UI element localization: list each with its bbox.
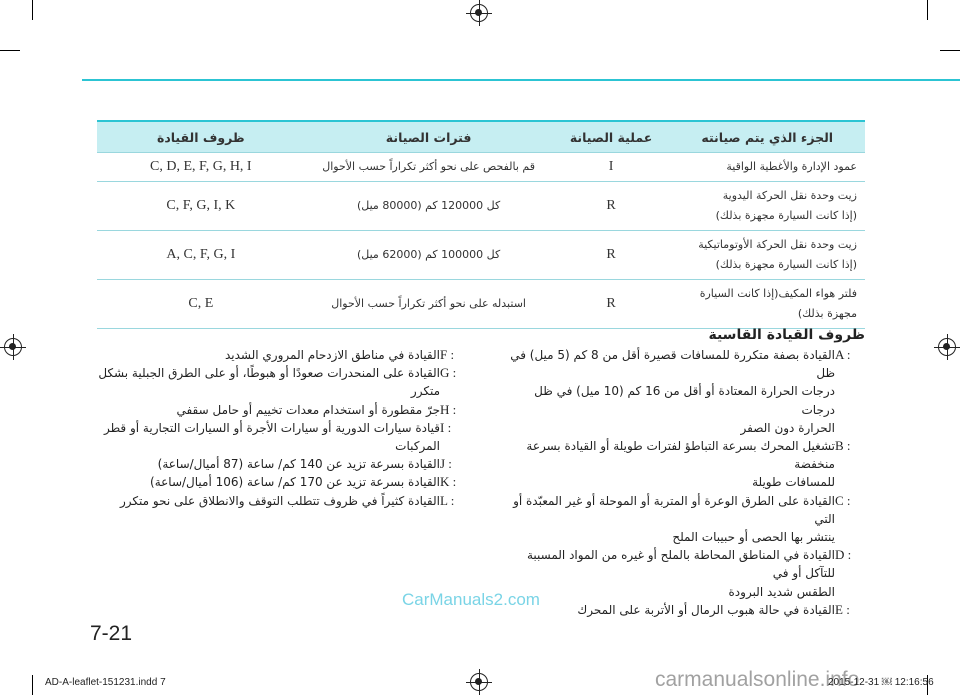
cell-part — [669, 231, 865, 280]
condition-key: B : — [835, 438, 851, 454]
condition-line: القيادة كثيراً في ظروف تتطلب التوقف والانطلاق على نحو متكرر — [119, 493, 440, 508]
crop-mark — [32, 0, 33, 20]
condition-item — [500, 346, 865, 437]
table-row — [97, 280, 865, 329]
condition-line: متكرر — [410, 384, 440, 399]
header-conditions: ظروف القيادة — [97, 121, 305, 153]
condition-line: قيادة سيارات الدورية أو سيارات الأجرة أو السيارات التجارية أو قطر — [103, 420, 440, 435]
condition-line: القيادة على المنحدرات صعودًا أو هبوطًا، أو على الطرق الجبلية بشكل — [98, 366, 440, 381]
condition-key: E : — [835, 601, 850, 617]
condition-key: I : — [440, 419, 452, 435]
condition-line: القيادة في المناطق المحاطة بالملح أو غيره من المواد المسببة للتآكل أو في — [526, 548, 835, 581]
section-title: ظروف القيادة القاسية — [708, 327, 865, 343]
condition-line: القيادة في مناطق الازدحام المروري الشديد — [224, 348, 440, 362]
condition-item — [500, 492, 865, 547]
condition-line: الحرارة دون الصفر — [740, 420, 835, 435]
condition-text — [500, 492, 835, 547]
crop-mark — [32, 675, 33, 695]
condition-text — [80, 346, 440, 364]
condition-text — [80, 492, 440, 510]
registration-mark-icon — [938, 338, 956, 356]
condition-text — [500, 346, 835, 437]
table-row — [97, 182, 865, 231]
condition-key: F : — [440, 347, 455, 362]
condition-text — [80, 419, 440, 455]
header-symptom: الجزء الذي يتم صيانته — [669, 121, 865, 153]
table-row — [97, 153, 865, 182]
condition-line: القيادة بسرعة تزيد عن 170 كم/ ساعة (106 أميال/ساعة) — [150, 475, 440, 490]
condition-line: القيادة على الطرق الوعرة أو المتربة أو الموحلة أو غير المعبّدة أو التي — [513, 493, 835, 526]
crop-mark — [0, 50, 20, 51]
cell-interval: استبدله على نحو أكثر تكراراً حسب الأحوال — [305, 280, 553, 329]
condition-text — [80, 364, 440, 400]
cell-conditions: A, C, F, G, I — [97, 231, 305, 280]
condition-item — [80, 419, 470, 455]
footer-datetime: 2015-12-31 ￼ 12:16:56 — [828, 677, 934, 688]
condition-item — [500, 546, 865, 601]
crop-mark — [927, 0, 928, 20]
footer-file: AD-A-leaflet-151231.indd 7 — [45, 677, 166, 688]
cell-method: R — [553, 182, 670, 231]
condition-line: الطقس شديد البرودة — [728, 584, 835, 599]
condition-key: D : — [835, 547, 852, 563]
condition-item — [80, 455, 470, 473]
cell-part-line: (إذا كانت السيارة مجهزة بذلك) — [715, 258, 857, 271]
header-interval: فترات الصيانة — [305, 121, 553, 153]
condition-item — [80, 401, 470, 419]
condition-item — [80, 364, 470, 400]
header-rule — [82, 79, 960, 81]
cell-part — [669, 182, 865, 231]
cell-part — [669, 153, 865, 182]
cell-conditions: C, F, G, I, K — [97, 182, 305, 231]
condition-line: المركبات — [395, 439, 440, 454]
header-method: عملية الصيانة — [553, 121, 670, 153]
crop-mark — [940, 50, 960, 51]
condition-line: القيادة في حالة هبوب الرمال أو الأتربة على المحرك — [577, 602, 835, 617]
registration-mark-icon — [4, 338, 22, 356]
cell-interval: كل 120000 كم (80000 ميل) — [305, 182, 553, 231]
cell-conditions: C, D, E, F, G, H, I — [97, 153, 305, 182]
cell-part — [669, 280, 865, 329]
cell-part-line: فلتر هواء المكيف(إذا كانت السيارة مجهزة بذلك) — [699, 287, 857, 320]
condition-key: K : — [440, 474, 457, 490]
condition-key: A : — [835, 347, 851, 362]
cell-interval: قم بالفحص على نحو أكثر تكراراً حسب الأحوال — [305, 153, 553, 182]
cell-method: I — [553, 153, 670, 182]
condition-line: للمسافات طويلة — [752, 475, 835, 490]
condition-item — [500, 437, 865, 492]
condition-item — [500, 601, 865, 619]
condition-key: H : — [440, 401, 457, 417]
condition-text — [500, 546, 835, 601]
table-row — [97, 231, 865, 280]
cell-part-line: عمود الإدارة والأغطية الواقية — [726, 160, 857, 173]
condition-line: القيادة بصفة متكررة للمسافات قصيرة أقل من 8 كم (5 ميل) في ظل — [510, 348, 835, 381]
condition-line: تشغيل المحرك بسرعة التباطؤ لفترات طويلة أو القيادة بسرعة منخفضة — [526, 439, 835, 472]
page-number: 7-21 — [90, 622, 133, 645]
conditions-list-left — [80, 346, 470, 510]
condition-text — [80, 455, 440, 473]
registration-mark-icon — [470, 4, 488, 22]
condition-item — [80, 346, 470, 364]
cell-interval: كل 100000 كم (62000 ميل) — [305, 231, 553, 280]
registration-mark-icon — [470, 673, 488, 691]
cell-part-line: زيت وحدة نقل الحركة اليدوية — [722, 189, 857, 202]
cell-part-line: (إذا كانت السيارة مجهزة بذلك) — [715, 209, 857, 222]
condition-item — [80, 473, 470, 491]
table-header-row — [97, 121, 865, 153]
condition-key: G : — [440, 365, 457, 381]
maintenance-table — [97, 120, 865, 329]
condition-item — [80, 492, 470, 510]
cell-method: R — [553, 231, 670, 280]
watermark: CarManuals2.com — [402, 590, 540, 609]
condition-text — [500, 601, 835, 619]
footer-brand: carmanualsonline.info — [655, 668, 860, 691]
condition-key: C : — [835, 492, 851, 508]
condition-line: القيادة بسرعة تزيد عن 140 كم/ ساعة (87 أميال/ساعة) — [157, 457, 440, 472]
condition-text — [80, 401, 440, 419]
condition-text — [500, 437, 835, 492]
condition-line: ينتشر بها الحصى أو حبيبات الملح — [672, 530, 835, 545]
cell-conditions: C, E — [97, 280, 305, 329]
conditions-list-right — [500, 346, 865, 619]
cell-method: R — [553, 280, 670, 329]
condition-line: جرّ مقطورة أو استخدام معدات تخييم أو حامل سقفي — [176, 402, 440, 417]
condition-line: درجات الحرارة المعتادة أو أقل من 16 كم (10 ميل) في ظل درجات — [534, 384, 835, 417]
condition-key: J : — [440, 456, 452, 472]
condition-key: L : — [440, 492, 455, 508]
cell-part-line: زيت وحدة نقل الحركة الأوتوماتيكية — [698, 238, 857, 251]
condition-text — [80, 473, 440, 491]
